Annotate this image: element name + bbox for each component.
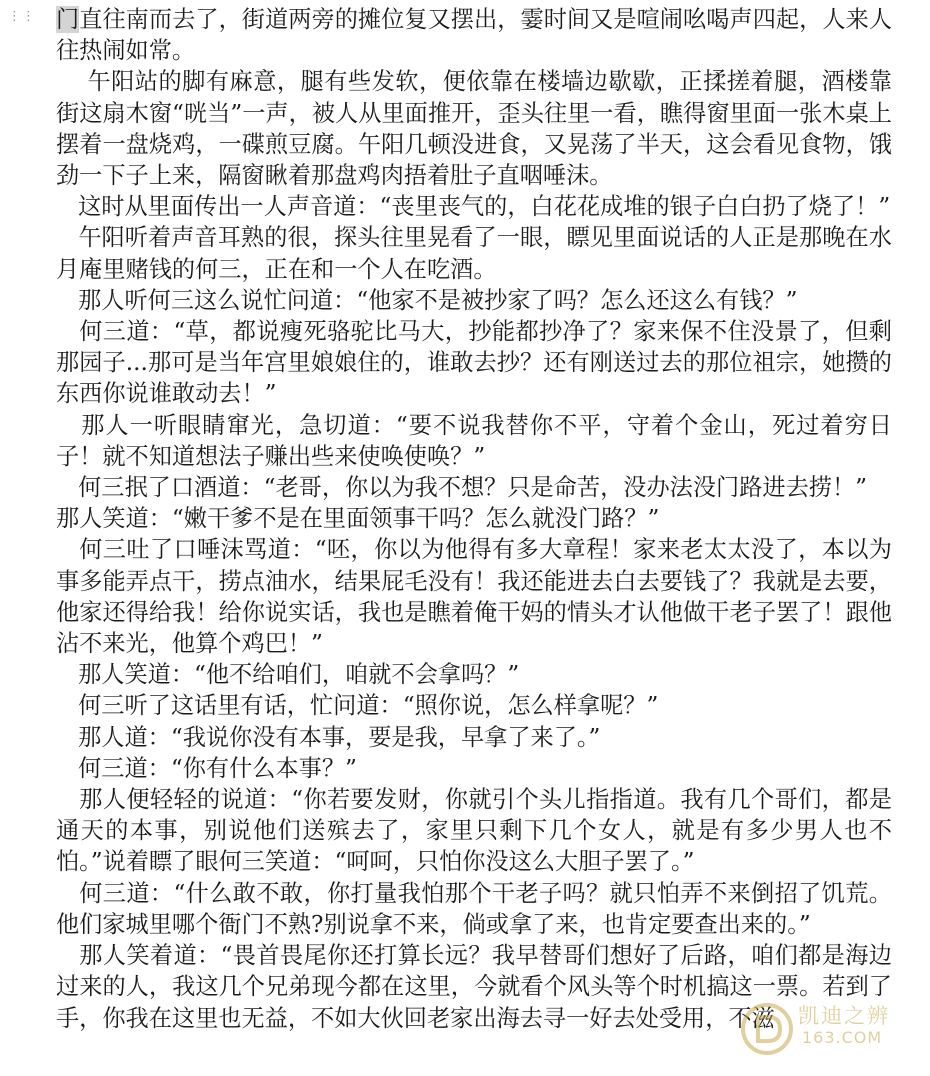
- paragraph: 那人道：“我说你没有本事，要是我，早拿了来了。”: [56, 723, 601, 751]
- paragraph: 午阳站的脚有麻意，腿有些发软，便依靠在楼墙边歇歇，正揉搓着腿，酒楼靠街这扇木窗“咣当”一声，被人从里面推开，歪头往里一看，瞧得窗里面一张木桌上摆着一盘烧鸡，一碟煎豆腐。午阳几顿没进食，又晃荡了半天，这会看见食物，饿劲一下子上来，隔窗瞅着那盘鸡肉捂着肚子直咽唾沫。: [56, 68, 893, 190]
- paragraph: 何三吐了口唾沫骂道：“呸，你以为他得有多大章程！家来老太太没了，本以为事多能弄点干，捞点油水，结果屁毛没有！我还能进去白去要钱了？我就是去要，他家还得给我！给你说实话，我也是瞧着俺干妈的情头才认他做干老子罢了！跟他沾不来光，他算个鸡巴！”: [56, 536, 892, 658]
- paragraph: 何三道：“草，都说瘦死骆驼比马大，抄能都抄净了？家来保不住没景了，但剩那园子...那可是当年宫里娘娘住的，谁敢去抄？还有刚送过去的那位祖宗，她攒的东西你说谁敢动去！”: [56, 318, 892, 408]
- watermark-text: 凯迪之辨: [798, 1004, 890, 1028]
- watermark-subtext: 163.COM: [802, 1028, 883, 1047]
- cursor-selection[interactable]: 门: [56, 6, 80, 33]
- paragraph-1: [56, 4, 892, 66]
- paragraph: 那人笑着道：“畏首畏尾你还打算长远？我早替哥们想好了后路，咱们都是海边过来的人，我这几个兄弟现今都在这里，今就看个风头等个时机搞这一票。若到了手，你我在这里也无益，不如大伙回老家出海去寻一好去处受用，不滋: [56, 942, 892, 1032]
- paragraph: 何三抿了口酒道：“老哥，你以为我不想？只是命苦，没办法没门路进去捞！”: [56, 474, 868, 502]
- drag-handle-icon[interactable]: ⋮⋮: [8, 9, 36, 24]
- paragraph: 那人一听眼睛窜光，急切道：“要不说我替你不平，守着个金山，死过着穷日子！就不知道想法子赚出些来使唤使唤？”: [56, 411, 892, 470]
- paragraph: 何三听了这话里有话，忙问道：“照你说，怎么样拿呢？”: [56, 692, 659, 720]
- paragraph: 何三道：“什么敢不敢，你打量我怕那个干老子吗？就只怕弄不来倒招了饥荒。他们家城里哪个衙门不熟?别说拿不来，倘或拿了来，也肯定要查出来的。”: [56, 879, 892, 938]
- paragraph: 午阳听着声音耳熟的很，探头往里晃看了一眼，瞟见里面说话的人正是那晚在水月庵里赌钱的何三，正在和一个人在吃酒。: [56, 224, 892, 283]
- paragraph: 这时从里面传出一人声音道：“丧里丧气的，白花花成堆的银子白白扔了烧了！”: [56, 193, 891, 221]
- document-body[interactable]: [56, 4, 892, 1034]
- paragraph-1-text: 直往南而去了，街道两旁的摊位复又摆出，霎时间又是喧闹吆喝声四起，人来人往热闹如常。: [56, 6, 893, 65]
- paragraph: 何三道：“你有什么本事？”: [56, 754, 357, 782]
- paragraph: 那人便轻轻的说道：“你若要发财，你就引个头儿指指道。我有几个哥们，都是通天的本事，别说他们送殡去了，家里只剩下几个女人，就是有多少男人也不怕。”说着瞟了眼何三笑道：“呵呵，只怕你没这么大胆子罢了。”: [56, 786, 892, 876]
- paragraph: 那人笑道：“他不给咱们，咱就不会拿吗？”: [56, 661, 520, 689]
- paragraph: 那人笑道：“嫩干爹不是在里面领事干吗？怎么就没门路？”: [56, 505, 660, 533]
- paragraph: 那人听何三这么说忙问道：“他家不是被抄家了吗？怎么还这么有钱？”: [56, 286, 798, 314]
